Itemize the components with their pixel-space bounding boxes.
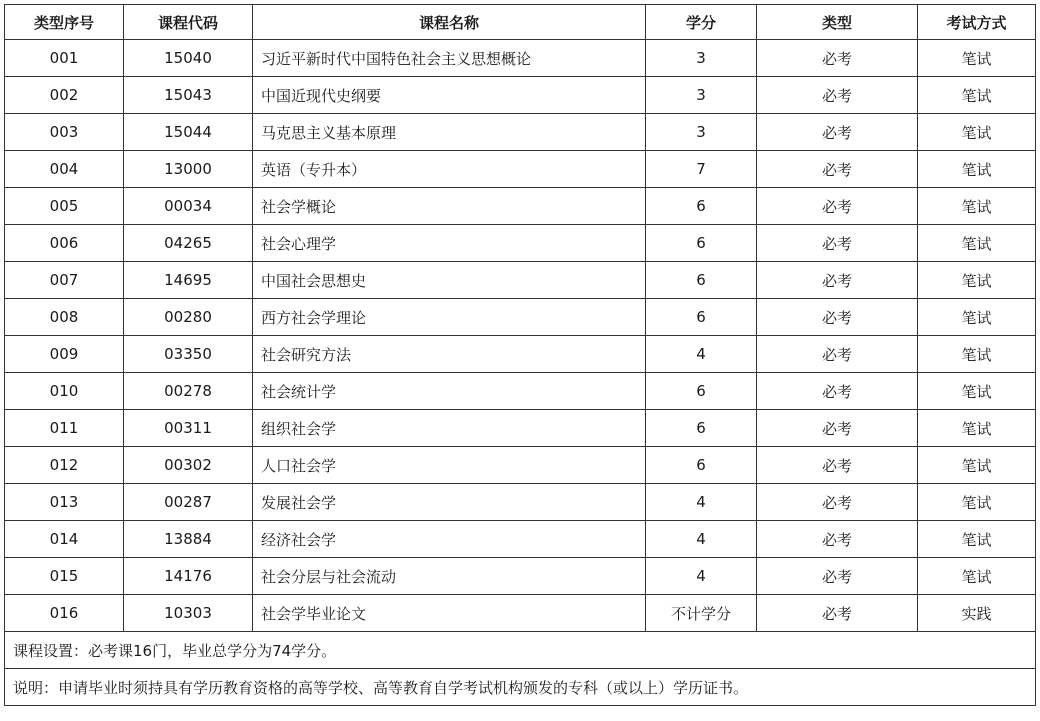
cell-name: 组织社会学 (253, 410, 646, 447)
cell-exam: 笔试 (918, 410, 1036, 447)
header-name: 课程名称 (253, 5, 646, 40)
cell-exam: 笔试 (918, 188, 1036, 225)
course-table-container (4, 4, 1035, 706)
note-row-setting (5, 632, 1036, 669)
cell-exam: 笔试 (918, 114, 1036, 151)
cell-code: 13000 (124, 151, 253, 188)
cell-code: 04265 (124, 225, 253, 262)
cell-code: 15040 (124, 40, 253, 77)
cell-seq: 015 (5, 558, 124, 595)
cell-seq: 011 (5, 410, 124, 447)
cell-type: 必考 (757, 151, 918, 188)
cell-seq: 016 (5, 595, 124, 632)
table-row (5, 114, 1036, 151)
cell-type: 必考 (757, 447, 918, 484)
cell-seq: 007 (5, 262, 124, 299)
cell-credit: 4 (646, 521, 757, 558)
cell-code: 00278 (124, 373, 253, 410)
cell-code: 13884 (124, 521, 253, 558)
cell-seq: 013 (5, 484, 124, 521)
cell-credit: 3 (646, 77, 757, 114)
cell-seq: 003 (5, 114, 124, 151)
cell-name: 社会分层与社会流动 (253, 558, 646, 595)
cell-code: 00280 (124, 299, 253, 336)
cell-credit: 6 (646, 188, 757, 225)
cell-seq: 009 (5, 336, 124, 373)
cell-code: 03350 (124, 336, 253, 373)
table-row (5, 336, 1036, 373)
cell-type: 必考 (757, 336, 918, 373)
cell-type: 必考 (757, 225, 918, 262)
table-header-row (5, 5, 1036, 40)
graduation-explain-note: 说明：申请毕业时须持具有学历教育资格的高等学校、高等教育自学考试机构颁发的专科（或以上）学历证书。 (5, 669, 1036, 706)
table-row (5, 410, 1036, 447)
header-type: 类型 (757, 5, 918, 40)
cell-type: 必考 (757, 410, 918, 447)
cell-type: 必考 (757, 262, 918, 299)
cell-name: 经济社会学 (253, 521, 646, 558)
cell-name: 马克思主义基本原理 (253, 114, 646, 151)
cell-name: 习近平新时代中国特色社会主义思想概论 (253, 40, 646, 77)
cell-credit: 4 (646, 336, 757, 373)
cell-credit: 6 (646, 373, 757, 410)
header-seq: 类型序号 (5, 5, 124, 40)
cell-name: 英语（专升本） (253, 151, 646, 188)
cell-code: 00302 (124, 447, 253, 484)
table-body (5, 40, 1036, 706)
cell-code: 15044 (124, 114, 253, 151)
cell-name: 人口社会学 (253, 447, 646, 484)
cell-exam: 笔试 (918, 447, 1036, 484)
header-code: 课程代码 (124, 5, 253, 40)
cell-code: 00287 (124, 484, 253, 521)
cell-code: 14176 (124, 558, 253, 595)
cell-exam: 笔试 (918, 336, 1036, 373)
cell-credit: 4 (646, 484, 757, 521)
table-row (5, 188, 1036, 225)
cell-seq: 012 (5, 447, 124, 484)
cell-exam: 笔试 (918, 373, 1036, 410)
table-row (5, 262, 1036, 299)
course-setting-note: 课程设置：必考课16门，毕业总学分为74学分。 (5, 632, 1036, 669)
cell-type: 必考 (757, 521, 918, 558)
cell-code: 10303 (124, 595, 253, 632)
cell-code: 00311 (124, 410, 253, 447)
cell-name: 中国社会思想史 (253, 262, 646, 299)
cell-type: 必考 (757, 484, 918, 521)
table-row (5, 225, 1036, 262)
cell-seq: 002 (5, 77, 124, 114)
course-table (4, 4, 1036, 706)
cell-code: 00034 (124, 188, 253, 225)
cell-exam: 笔试 (918, 40, 1036, 77)
cell-exam: 笔试 (918, 299, 1036, 336)
cell-exam: 笔试 (918, 484, 1036, 521)
cell-type: 必考 (757, 595, 918, 632)
cell-name: 社会学毕业论文 (253, 595, 646, 632)
table-row (5, 77, 1036, 114)
cell-name: 中国近现代史纲要 (253, 77, 646, 114)
cell-exam: 笔试 (918, 151, 1036, 188)
cell-name: 西方社会学理论 (253, 299, 646, 336)
cell-name: 社会心理学 (253, 225, 646, 262)
cell-credit: 6 (646, 410, 757, 447)
cell-credit: 4 (646, 558, 757, 595)
cell-seq: 004 (5, 151, 124, 188)
table-row (5, 40, 1036, 77)
header-exam: 考试方式 (918, 5, 1036, 40)
cell-credit: 3 (646, 114, 757, 151)
cell-code: 15043 (124, 77, 253, 114)
cell-type: 必考 (757, 40, 918, 77)
cell-seq: 005 (5, 188, 124, 225)
cell-seq: 010 (5, 373, 124, 410)
table-row (5, 484, 1036, 521)
table-row (5, 521, 1036, 558)
cell-exam: 笔试 (918, 77, 1036, 114)
cell-seq: 008 (5, 299, 124, 336)
cell-type: 必考 (757, 299, 918, 336)
cell-type: 必考 (757, 373, 918, 410)
table-row (5, 373, 1036, 410)
table-row (5, 447, 1036, 484)
cell-exam: 笔试 (918, 262, 1036, 299)
cell-name: 社会研究方法 (253, 336, 646, 373)
cell-type: 必考 (757, 114, 918, 151)
cell-seq: 006 (5, 225, 124, 262)
cell-exam: 笔试 (918, 558, 1036, 595)
cell-name: 社会学概论 (253, 188, 646, 225)
cell-credit: 不计学分 (646, 595, 757, 632)
table-row (5, 595, 1036, 632)
cell-credit: 6 (646, 299, 757, 336)
cell-code: 14695 (124, 262, 253, 299)
cell-seq: 014 (5, 521, 124, 558)
cell-type: 必考 (757, 188, 918, 225)
cell-credit: 6 (646, 262, 757, 299)
cell-credit: 6 (646, 447, 757, 484)
cell-credit: 3 (646, 40, 757, 77)
table-row (5, 558, 1036, 595)
cell-seq: 001 (5, 40, 124, 77)
note-row-explain (5, 669, 1036, 706)
cell-exam: 笔试 (918, 225, 1036, 262)
cell-exam: 实践 (918, 595, 1036, 632)
cell-type: 必考 (757, 558, 918, 595)
table-row (5, 151, 1036, 188)
table-row (5, 299, 1036, 336)
cell-name: 发展社会学 (253, 484, 646, 521)
cell-name: 社会统计学 (253, 373, 646, 410)
cell-credit: 7 (646, 151, 757, 188)
cell-credit: 6 (646, 225, 757, 262)
header-credit: 学分 (646, 5, 757, 40)
cell-type: 必考 (757, 77, 918, 114)
cell-exam: 笔试 (918, 521, 1036, 558)
